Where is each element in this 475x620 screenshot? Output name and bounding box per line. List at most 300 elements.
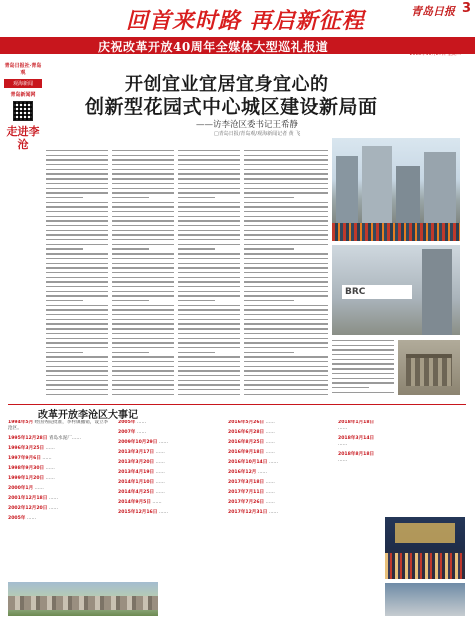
text-line <box>178 305 240 306</box>
section-divider <box>8 404 466 405</box>
text-line <box>112 384 174 385</box>
text-line <box>244 384 328 385</box>
timeline-event <box>8 476 112 482</box>
text-line <box>244 169 328 170</box>
text-line <box>244 155 328 156</box>
timeline-text: …… <box>154 450 165 455</box>
text-line <box>244 366 328 367</box>
timeline-event <box>8 516 112 522</box>
issue-date: 2018年11月27日 星期二 <box>409 52 461 57</box>
timeline-date: 2016年9月18日 <box>228 450 265 455</box>
timeline-event <box>8 420 112 432</box>
text-line <box>112 230 174 231</box>
text-line <box>46 384 108 385</box>
text-line <box>46 155 108 156</box>
text-line <box>178 300 215 301</box>
text-line <box>244 286 328 287</box>
text-line <box>178 333 240 334</box>
text-line <box>112 281 174 282</box>
timeline-date: 2002年12月20日 <box>8 506 48 511</box>
text-line <box>178 178 240 179</box>
text-line <box>178 253 240 254</box>
text-line <box>46 230 108 231</box>
timeline-column-1 <box>8 420 112 580</box>
timeline-event <box>8 466 112 472</box>
timeline-date: 2016年6月28日 <box>228 430 265 435</box>
sidebar-site: 青岛新闻网 <box>10 92 36 98</box>
text-line <box>112 277 174 278</box>
text-line <box>244 333 328 334</box>
text-line <box>46 178 108 179</box>
timeline-text: …… <box>25 516 37 521</box>
text-line <box>46 202 108 203</box>
series-title: 庆祝改革开放40周年全媒体大型巡礼报道 <box>98 40 329 54</box>
text-line <box>46 248 83 249</box>
street-photo <box>398 340 460 395</box>
text-line <box>244 248 294 249</box>
newspaper-logo: 青岛日报 <box>411 5 455 18</box>
timeline-event <box>118 420 222 426</box>
timeline-text: …… <box>256 470 268 475</box>
timeline-date: 2016年5月26日 <box>228 420 265 425</box>
timeline-event <box>118 470 222 476</box>
text-line <box>46 281 108 282</box>
timeline-text: …… <box>40 456 52 461</box>
text-line <box>178 220 240 221</box>
text-line <box>112 258 174 259</box>
text-line <box>46 234 108 235</box>
timeline-text: …… <box>264 500 275 505</box>
banner-calligraphy: 回首来时路 再启新征程 <box>126 8 365 34</box>
timeline-event <box>8 486 112 492</box>
text-line <box>178 380 240 381</box>
text-line <box>46 309 108 310</box>
text-line <box>244 347 328 348</box>
text-line <box>112 347 174 348</box>
text-line <box>112 305 174 306</box>
text-line <box>46 333 108 334</box>
text-line <box>178 309 240 310</box>
sidebar-tag: 观海新闻 <box>4 79 42 88</box>
timeline-column-4 <box>338 420 382 615</box>
text-line <box>46 206 108 207</box>
timeline-text: …… <box>264 420 275 425</box>
text-line <box>112 361 174 362</box>
text-line <box>178 342 240 343</box>
text-line <box>178 394 240 395</box>
text-line <box>46 216 108 217</box>
timeline-text: …… <box>264 440 275 445</box>
text-line <box>244 258 328 259</box>
text-line <box>46 342 108 343</box>
text-line <box>178 173 240 174</box>
timeline-column-3 <box>228 420 332 615</box>
text-line <box>178 216 240 217</box>
timeline-event <box>118 460 222 466</box>
text-line <box>46 338 108 339</box>
text-line <box>112 183 174 184</box>
city-skyline-photo <box>332 138 460 241</box>
text-line <box>46 356 108 357</box>
text-line <box>178 248 215 249</box>
timeline-date: 2009年10月29日 <box>118 440 158 445</box>
timeline-event <box>8 496 112 502</box>
text-line <box>332 368 394 369</box>
text-line <box>112 375 174 376</box>
text-line <box>112 356 174 357</box>
landscape-photo <box>385 583 465 616</box>
timeline-date: 2017年7月11日 <box>228 490 265 495</box>
text-line <box>332 392 394 393</box>
text-line <box>178 286 240 287</box>
text-line <box>46 253 108 254</box>
text-line <box>332 387 369 388</box>
text-line <box>46 225 108 226</box>
text-line <box>46 267 108 268</box>
timeline-date: 2016年10月14日 <box>228 460 268 465</box>
text-line <box>46 314 108 315</box>
text-line <box>112 234 174 235</box>
text-line <box>244 202 328 203</box>
text-line <box>244 244 328 245</box>
text-line <box>46 323 108 324</box>
text-line <box>244 192 328 193</box>
text-line <box>178 234 240 235</box>
text-line <box>46 197 83 198</box>
text-line <box>332 340 394 341</box>
text-line <box>112 338 174 339</box>
timeline-event <box>8 456 112 462</box>
text-line <box>178 244 240 245</box>
qr-code-icon <box>13 101 33 121</box>
text-line <box>112 342 174 343</box>
text-line <box>244 225 328 226</box>
text-line <box>178 197 215 198</box>
text-line <box>46 300 83 301</box>
timeline-event <box>228 480 332 486</box>
text-line <box>244 267 328 268</box>
text-line <box>178 389 240 390</box>
text-line <box>332 378 394 379</box>
text-line <box>112 159 174 160</box>
text-line <box>178 352 215 353</box>
text-line <box>178 356 240 357</box>
text-line <box>178 347 240 348</box>
text-line <box>46 328 108 329</box>
text-line <box>178 370 240 371</box>
text-line <box>178 155 240 156</box>
timeline-date: 2013年3月20日 <box>118 460 155 465</box>
timeline-text: …… <box>154 480 165 485</box>
text-line <box>178 281 240 282</box>
timeline-event <box>228 460 332 466</box>
text-line <box>178 323 240 324</box>
text-line <box>46 239 108 240</box>
text-line <box>244 295 328 296</box>
text-line <box>46 169 108 170</box>
timeline-text: …… <box>338 426 348 431</box>
timeline-text: …… <box>47 506 59 511</box>
timeline-date: 2018年8月18日 <box>338 452 375 457</box>
timeline-event <box>118 450 222 456</box>
text-line <box>178 239 240 240</box>
text-line <box>46 192 108 193</box>
sidebar <box>4 62 42 170</box>
text-line <box>112 263 174 264</box>
text-line <box>244 291 328 292</box>
timeline-event <box>118 510 222 516</box>
text-line <box>332 373 394 374</box>
event-crowd-photo <box>385 517 465 579</box>
text-line <box>244 338 328 339</box>
headline-line-2: 创新型花园式中心城区建设新局面 <box>85 96 378 118</box>
text-line <box>112 352 149 353</box>
text-line <box>244 150 328 151</box>
text-line <box>46 375 108 376</box>
text-line <box>178 319 240 320</box>
text-line <box>178 272 240 273</box>
timeline-date: 2005年 <box>118 420 136 425</box>
text-line <box>244 253 328 254</box>
text-line <box>332 349 394 350</box>
text-line <box>112 225 174 226</box>
text-line <box>178 230 240 231</box>
timeline-text: …… <box>264 430 275 435</box>
text-line <box>244 173 328 174</box>
text-line <box>178 267 240 268</box>
text-line <box>244 211 328 212</box>
text-line <box>244 309 328 310</box>
timeline-text: …… <box>157 440 169 445</box>
timeline-date: 2018年1月18日 <box>338 420 375 425</box>
page-number: 3 <box>461 1 471 16</box>
timeline-text: …… <box>154 460 165 465</box>
text-line <box>244 183 328 184</box>
text-line <box>244 234 328 235</box>
text-line <box>112 164 174 165</box>
timeline-date: 2007年 <box>118 430 136 435</box>
text-line <box>178 384 240 385</box>
text-line <box>244 216 328 217</box>
text-line <box>112 286 174 287</box>
timeline-event <box>118 500 222 506</box>
text-line <box>112 202 174 203</box>
mall-photo <box>332 245 460 335</box>
text-line <box>244 230 328 231</box>
text-line <box>244 319 328 320</box>
text-line <box>46 295 108 296</box>
text-line <box>244 272 328 273</box>
text-line <box>46 164 108 165</box>
text-line <box>178 188 240 189</box>
text-line <box>244 361 328 362</box>
text-line <box>112 389 174 390</box>
text-line <box>112 267 174 268</box>
timeline-text: …… <box>157 510 169 515</box>
body-column-4 <box>244 150 328 400</box>
text-line <box>178 258 240 259</box>
text-line <box>46 394 108 395</box>
text-line <box>112 188 174 189</box>
timeline-date: 1999年1月20日 <box>8 476 45 481</box>
text-line <box>46 389 108 390</box>
timeline-date: 1994年5月 <box>8 420 34 425</box>
text-line <box>112 333 174 334</box>
subheadline: ——访李沧区委书记王希静 <box>196 120 299 130</box>
text-line <box>112 253 174 254</box>
text-line <box>178 295 240 296</box>
timeline-text: …… <box>338 458 348 463</box>
timeline-event <box>8 506 112 512</box>
timeline-date: 2001年12月18日 <box>8 496 48 501</box>
text-line <box>178 328 240 329</box>
text-line <box>46 291 108 292</box>
city-aerial-photo <box>8 582 158 616</box>
text-line <box>244 380 328 381</box>
text-line <box>112 295 174 296</box>
timeline-text: …… <box>135 420 147 425</box>
text-line <box>46 188 108 189</box>
timeline-date: 2013年4月19日 <box>118 470 155 475</box>
text-line <box>112 169 174 170</box>
text-line <box>332 359 394 360</box>
timeline-text: …… <box>338 442 348 447</box>
timeline-event <box>228 510 332 516</box>
text-line <box>112 323 174 324</box>
text-line <box>178 366 240 367</box>
text-line <box>112 216 174 217</box>
timeline-event <box>228 440 332 446</box>
text-line <box>112 192 174 193</box>
timeline-event <box>338 420 382 432</box>
timeline-text: 青岛水泥厂…… <box>47 436 81 441</box>
timeline-text: …… <box>33 486 44 491</box>
text-line <box>332 345 394 346</box>
text-line <box>112 272 174 273</box>
timeline-date: 1997年9月6日 <box>8 456 41 461</box>
timeline-date: 2017年12月31日 <box>228 510 268 515</box>
text-line <box>46 361 108 362</box>
text-line <box>178 164 240 165</box>
text-line <box>244 178 328 179</box>
timeline-date: 2000年1月 <box>8 486 34 491</box>
timeline-text: …… <box>44 446 55 451</box>
text-line <box>46 277 108 278</box>
text-line <box>112 394 174 395</box>
text-line <box>178 202 240 203</box>
text-line <box>112 366 174 367</box>
timeline-date: 1998年9月30日 <box>8 466 45 471</box>
text-line <box>112 309 174 310</box>
text-line <box>244 263 328 264</box>
text-line <box>112 380 174 381</box>
text-line <box>178 291 240 292</box>
timeline-event <box>228 430 332 436</box>
timeline-text: …… <box>150 500 162 505</box>
text-line <box>46 183 108 184</box>
text-line <box>112 248 149 249</box>
body-column-1 <box>46 150 108 400</box>
timeline-date: 2017年7月26日 <box>228 500 265 505</box>
text-line <box>112 370 174 371</box>
timeline-text: …… <box>264 450 275 455</box>
timeline-date: 2018年3月14日 <box>338 436 375 441</box>
text-line <box>244 159 328 160</box>
timeline-text: …… <box>154 470 165 475</box>
body-column-5 <box>332 340 394 400</box>
text-line <box>112 314 174 315</box>
timeline-event <box>338 436 382 448</box>
text-line <box>244 277 328 278</box>
text-line <box>46 173 108 174</box>
section-title-vertical: 走进李沧 <box>6 125 40 151</box>
text-line <box>112 155 174 156</box>
text-line <box>332 363 394 364</box>
text-line <box>112 173 174 174</box>
sidebar-header: 青岛日报社·青岛观 <box>4 63 42 76</box>
text-line <box>178 159 240 160</box>
body-column-2 <box>112 150 174 400</box>
text-line <box>46 347 108 348</box>
text-line <box>178 263 240 264</box>
text-line <box>46 258 108 259</box>
timeline-text: …… <box>267 460 279 465</box>
text-line <box>112 328 174 329</box>
text-line <box>244 300 294 301</box>
text-line <box>46 352 83 353</box>
text-line <box>178 150 240 151</box>
text-line <box>244 188 328 189</box>
text-line <box>46 211 108 212</box>
text-line <box>178 277 240 278</box>
timeline-date: 1995年12月28日 <box>8 436 48 441</box>
timeline-event <box>118 490 222 496</box>
text-line <box>112 211 174 212</box>
text-line <box>244 375 328 376</box>
mall-sign: BRC <box>342 285 412 299</box>
text-line <box>244 328 328 329</box>
text-line <box>244 352 294 353</box>
timeline-date: 2005年 <box>8 516 26 521</box>
text-line <box>112 319 174 320</box>
timeline-date: 2014年1月10日 <box>118 480 155 485</box>
timeline-event <box>228 470 332 476</box>
timeline-text: …… <box>135 430 147 435</box>
text-line <box>244 197 294 198</box>
timeline-event <box>228 500 332 506</box>
text-line <box>112 197 149 198</box>
text-line <box>244 394 328 395</box>
text-line <box>46 220 108 221</box>
body-column-3 <box>178 150 240 400</box>
text-line <box>46 305 108 306</box>
text-line <box>178 206 240 207</box>
text-line <box>244 220 328 221</box>
text-line <box>112 291 174 292</box>
text-line <box>46 244 108 245</box>
text-line <box>178 169 240 170</box>
text-line <box>112 239 174 240</box>
timeline-event <box>228 490 332 496</box>
text-line <box>46 272 108 273</box>
timeline-text: …… <box>154 490 165 495</box>
timeline-text: 经国务院批准，李村镇撤销，设立李沧区。 <box>8 420 109 431</box>
text-line <box>46 150 108 151</box>
text-line <box>112 178 174 179</box>
timeline-text: …… <box>47 496 59 501</box>
text-line <box>178 338 240 339</box>
timeline-text: …… <box>264 490 275 495</box>
